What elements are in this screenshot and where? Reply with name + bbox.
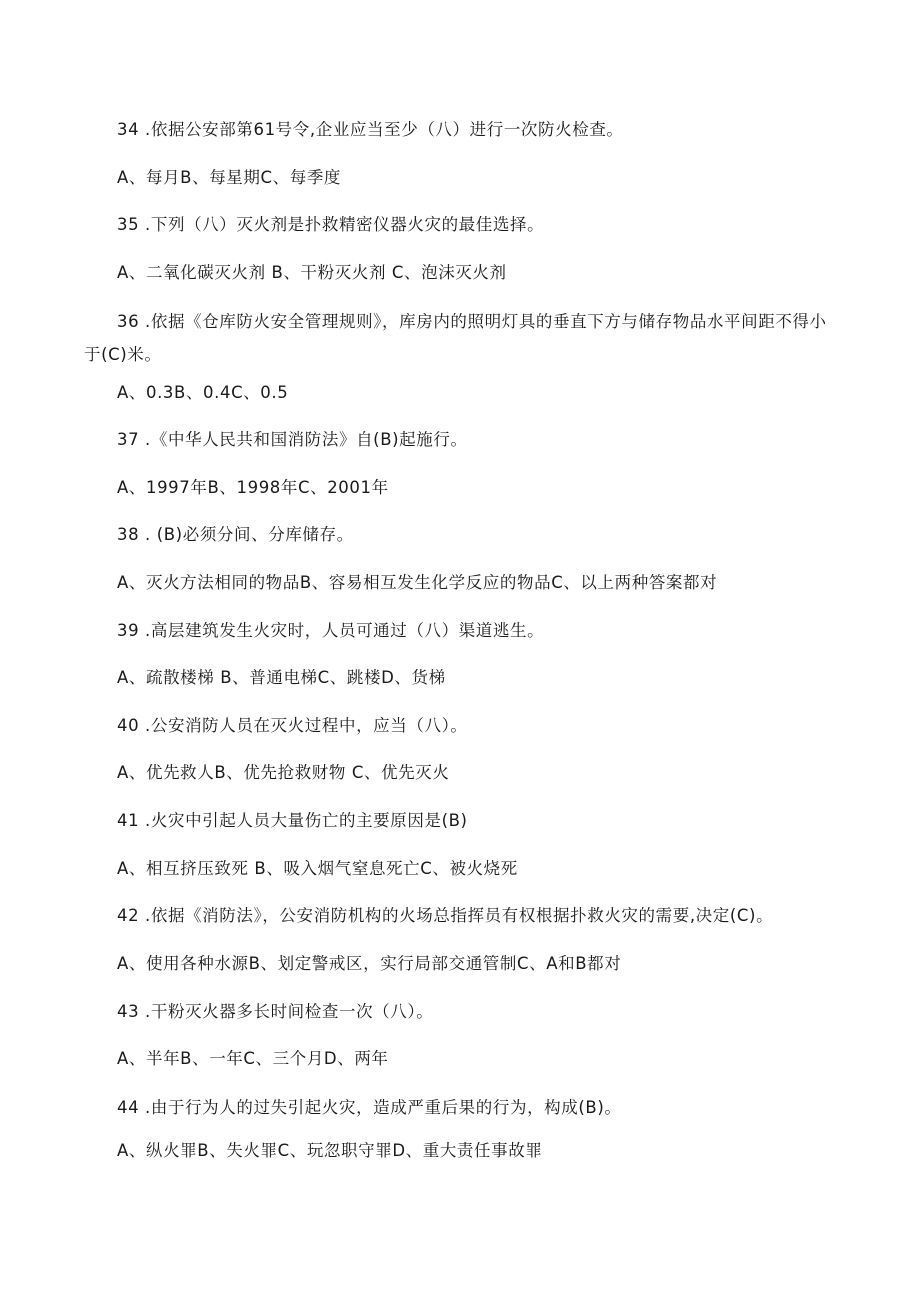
- question-34: 34 .依据公安部第61号令,企业应当至少（八）进行一次防火检查。: [117, 120, 624, 139]
- options-34: A、每月B、每星期C、每季度: [117, 168, 342, 187]
- question-44: 44 .由于行为人的过失引起火灾，造成严重后果的行为，构成(B)。: [117, 1098, 622, 1117]
- options-39: A、疏散楼梯 B、普通电梯C、跳楼D、货梯: [117, 668, 446, 687]
- options-38: A、灭火方法相同的物品B、容易相互发生化学反应的物品C、以上两种答案都对: [117, 573, 718, 592]
- question-37: 37 .《中华人民共和国消防法》自(B)起施行。: [117, 430, 468, 449]
- question-36: 36 .依据《仓库防火安全管理规则》，库房内的照明灯具的垂直下方与储存物品水平间距不得小于(C)米。: [84, 312, 827, 364]
- question-38: 38 . (B)必须分间、分库储存。: [117, 525, 354, 544]
- question-41: 41 .火灾中引起人员大量伤亡的主要原因是(B): [117, 811, 468, 830]
- question-39: 39 .高层建筑发生火灾时，人员可通过（八）渠道逃生。: [117, 621, 545, 640]
- options-44: A、纵火罪B、失火罪C、玩忽职守罪D、重大责任事故罪: [117, 1141, 543, 1160]
- question-35: 35 .下列（八）灭火剂是扑救精密仪器火灾的最佳选择。: [117, 215, 545, 234]
- question-40: 40 .公安消防人员在灭火过程中，应当（八）。: [117, 716, 468, 735]
- options-41: A、相互挤压致死 B、吸入烟气窒息死亡C、被火烧死: [117, 859, 518, 878]
- options-42: A、使用各种水源B、划定警戒区，实行局部交通管制C、A和B都对: [117, 954, 622, 973]
- options-43: A、半年B、一年C、三个月D、两年: [117, 1049, 389, 1068]
- question-42: 42 .依据《消防法》，公安消防机构的火场总指挥员有权根据扑救火灾的需要,决定(C)。: [117, 906, 774, 925]
- options-36: A、0.3B、0.4C、0.5: [117, 383, 289, 402]
- options-35: A、二氧化碳灭火剂 B、干粉灭火剂 C、泡沫灭火剂: [117, 263, 507, 282]
- options-37: A、1997年B、1998年C、2001年: [117, 478, 389, 497]
- question-43: 43 .干粉灭火器多长时间检查一次（八）。: [117, 1002, 434, 1021]
- options-40: A、优先救人B、优先抢救财物 C、优先灭火: [117, 763, 450, 782]
